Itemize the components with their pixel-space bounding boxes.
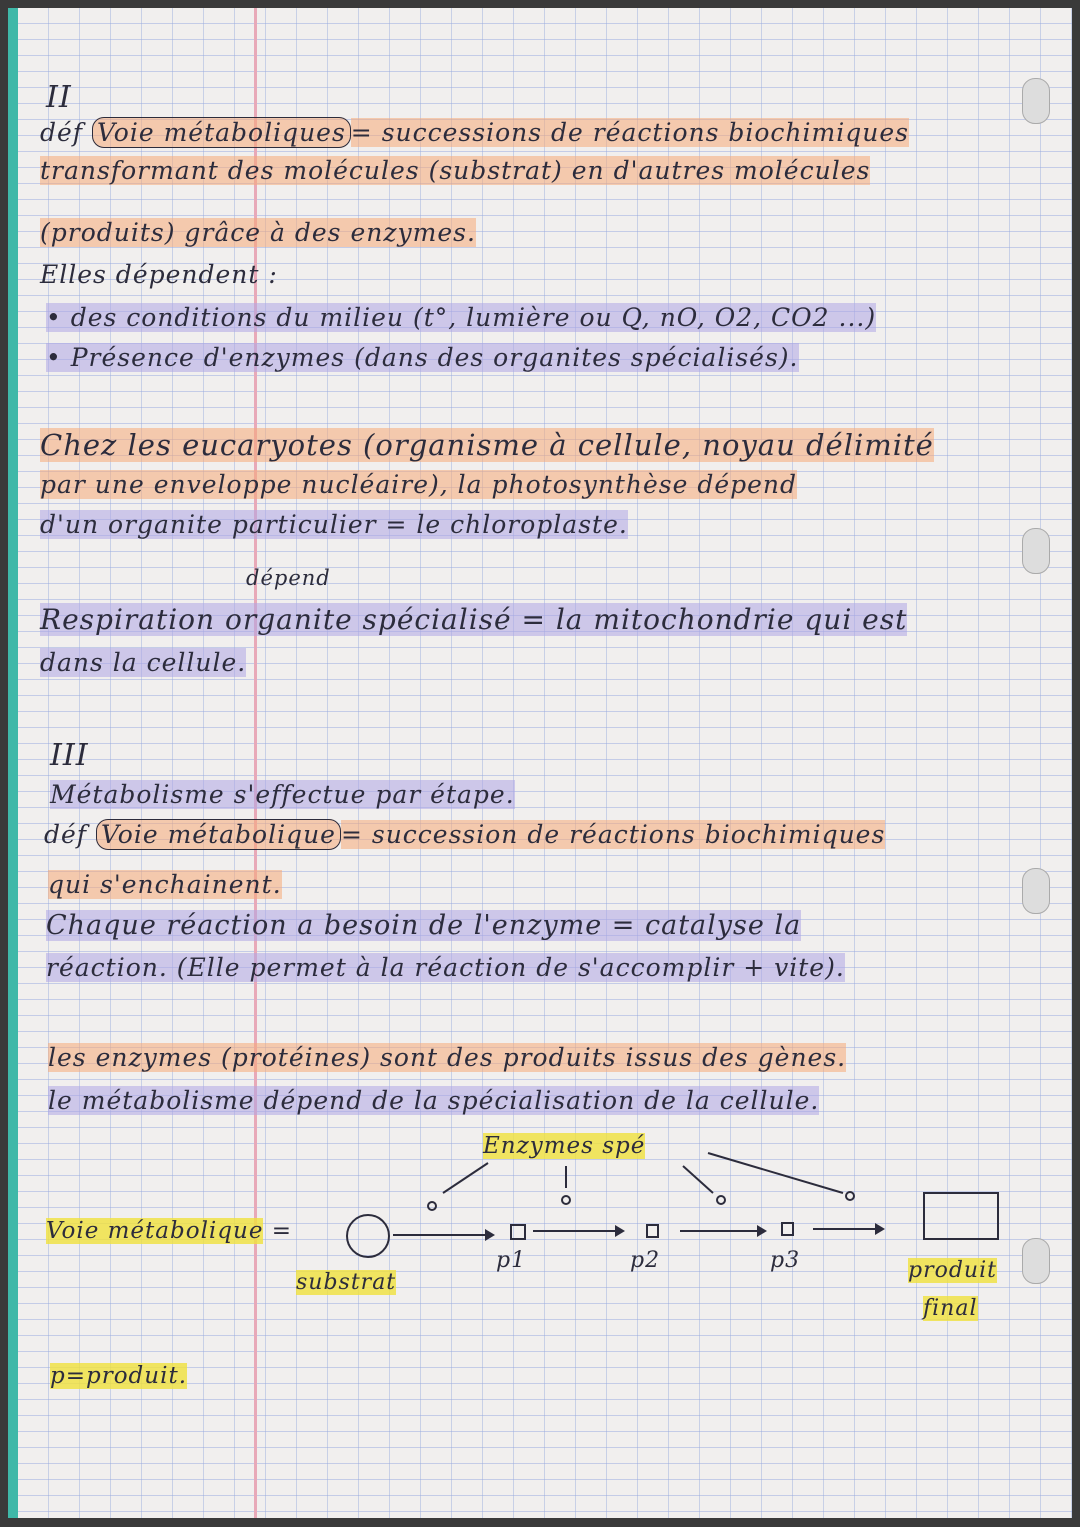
p2-label: p2 (630, 1248, 661, 1273)
text-line: Elles dépendent : (40, 260, 278, 289)
final-product-label: final (923, 1296, 978, 1321)
def-label: déf (44, 820, 88, 849)
enzyme-dot (717, 1196, 725, 1204)
notebook-page (8, 8, 1072, 1518)
text: dans la cellule. (40, 648, 247, 677)
p1-label: p1 (496, 1248, 527, 1273)
text: d'un organite particulier = le chloroplaste. (40, 510, 628, 539)
def-term: Voie métaboliques (92, 117, 351, 148)
bullet-text: • des conditions du milieu (t°, lumière ou Q, nO, O2, CO2 ...) (46, 303, 877, 332)
reaction-arrow (393, 1234, 493, 1236)
def-term: Voie métabolique (96, 819, 341, 850)
product-box-p2 (646, 1224, 659, 1238)
final-product-box (923, 1192, 999, 1240)
bullet-text: • Présence d'enzymes (dans des organites spécialisés). (46, 343, 799, 372)
enzyme-dot (562, 1196, 570, 1204)
product-box-p1 (510, 1224, 526, 1240)
text: Chaque réaction a besoin de l'enzyme = catalyse la (46, 910, 802, 941)
equals: = (271, 1218, 293, 1244)
text: par une enveloppe nucléaire), la photosynthèse dépend (40, 470, 798, 499)
text: Métabolisme s'effectue par étape. (50, 780, 515, 809)
text: le métabolisme dépend de la spécialisation de la cellule. (48, 1086, 820, 1115)
legend-note: p=produit. (50, 1363, 188, 1389)
text: Chez les eucaryotes (organisme à cellule, noyau délimité (40, 428, 934, 462)
text: qui s'enchainent. (48, 870, 282, 899)
final-product-label: produit (908, 1258, 997, 1283)
enzymes-label: Enzymes spé (483, 1133, 646, 1159)
def-text: transformant des molécules (substrat) en d'autres molécules (40, 156, 871, 185)
annotation: dépend (246, 566, 331, 590)
def-text: = successions de réactions biochimiques (350, 118, 909, 147)
reaction-arrow (813, 1228, 883, 1230)
def-text: (produits) grâce à des enzymes. (40, 218, 476, 247)
text: réaction. (Elle permet à la réaction de s'accomplir + vite). (46, 953, 845, 982)
diagram-label: Voie métabolique (46, 1218, 264, 1244)
product-box-p3 (781, 1222, 794, 1236)
substrat-label: substrat (296, 1270, 397, 1295)
enzyme-arrow (683, 1166, 713, 1193)
reaction-arrow (533, 1230, 623, 1232)
section-numeral: III (50, 738, 89, 773)
enzyme-arrow (443, 1163, 488, 1193)
text: Respiration organite spécialisé = la mitochondrie qui est (40, 603, 908, 636)
diagram-label-wrap (46, 1218, 292, 1244)
section-numeral: II (46, 80, 72, 115)
def-text: = succession de réactions biochimiques (340, 820, 886, 849)
enzyme-dot (846, 1192, 854, 1200)
substrate-circle (346, 1214, 390, 1258)
reaction-arrow (680, 1230, 765, 1232)
text: les enzymes (protéines) sont des produits issus des gènes. (48, 1043, 847, 1072)
p3-label: p3 (770, 1248, 801, 1273)
enzyme-arrow (708, 1153, 843, 1193)
enzyme-arrows (18, 8, 1080, 1518)
def-label: déf (40, 118, 84, 147)
enzyme-dot (428, 1202, 436, 1210)
